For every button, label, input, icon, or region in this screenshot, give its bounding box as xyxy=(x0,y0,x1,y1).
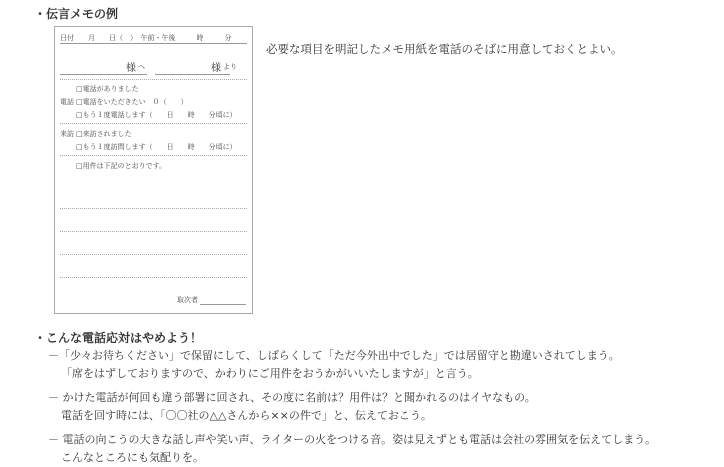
memo-example-description: 必要な項目を明記したメモ用紙を電話のそばに用意しておくとよい。 xyxy=(266,42,623,56)
bad-example-2-line2: 電話を回す時には、「〇〇社の△△さんから××の件で」と、伝えておこう。 xyxy=(61,409,432,422)
memo-divider xyxy=(60,43,247,44)
memo-divider xyxy=(60,123,247,124)
bad-example-1-line1: －「少々お待ちください」で保留にして、しばらくして「ただ今外出中でした」では居留守と勘違いされてしまう。 xyxy=(48,349,620,362)
memo-note-line xyxy=(60,208,247,209)
memo-to-he: へ xyxy=(138,63,145,71)
bad-example-1-line2: 「席をはずしておりますので、かわりにご用件をおうかがいいたしますが」と言う。 xyxy=(61,367,479,380)
memo-example-heading: ・伝言メモの例 xyxy=(34,7,119,21)
memo-from-sama: 様 xyxy=(211,63,221,74)
memo-from-yori: より xyxy=(223,63,237,71)
memo-phone-opt3: □もう１度電話します（ 日 時 分頃に） xyxy=(76,111,237,119)
memo-date-row: 日付 月 日（ ） 午前・午後 時 分 xyxy=(60,34,232,42)
memo-phone-label: 電話 xyxy=(60,98,74,106)
memo-form xyxy=(54,26,253,314)
memo-note-line xyxy=(60,231,247,232)
memo-phone-opt2: □電話をいただきたい ０（ ） xyxy=(76,98,188,106)
bad-example-2-line1: － かけた電話が何回も違う部署に回され、その度に名前は？用件は？と聞かれるのはイヤなもの。 xyxy=(48,391,536,404)
memo-phone-opt1: □電話がありました xyxy=(76,85,139,93)
bad-example-3-line1: － 電話の向こうの大きな話し声や笑い声、ライターの火をつける音。姿は見えずとも電話は会社の雰囲気を伝えてしまう。 xyxy=(48,433,657,446)
memo-divider xyxy=(60,155,247,156)
bad-example-3-line2: こんなところにも気配りを。 xyxy=(61,451,204,464)
memo-to-line xyxy=(60,74,147,75)
memo-note-line xyxy=(60,254,247,255)
memo-divider xyxy=(60,79,247,80)
memo-from-line xyxy=(155,74,230,75)
memo-visit-opt1: □来訪されました xyxy=(76,130,132,138)
memo-note-line xyxy=(60,277,247,278)
memo-receiver-line xyxy=(200,304,246,305)
bad-calls-heading: ・こんな電話応対はやめよう！ xyxy=(34,331,203,345)
memo-receiver-label: 取次者 xyxy=(177,296,198,304)
memo-to-sama: 様 xyxy=(126,63,136,74)
memo-note-opt: □用件は下記のとおりです。 xyxy=(76,162,167,170)
memo-visit-label: 来訪 xyxy=(60,130,74,138)
memo-visit-opt2: □もう１度訪問します（ 日 時 分頃に） xyxy=(76,143,237,151)
